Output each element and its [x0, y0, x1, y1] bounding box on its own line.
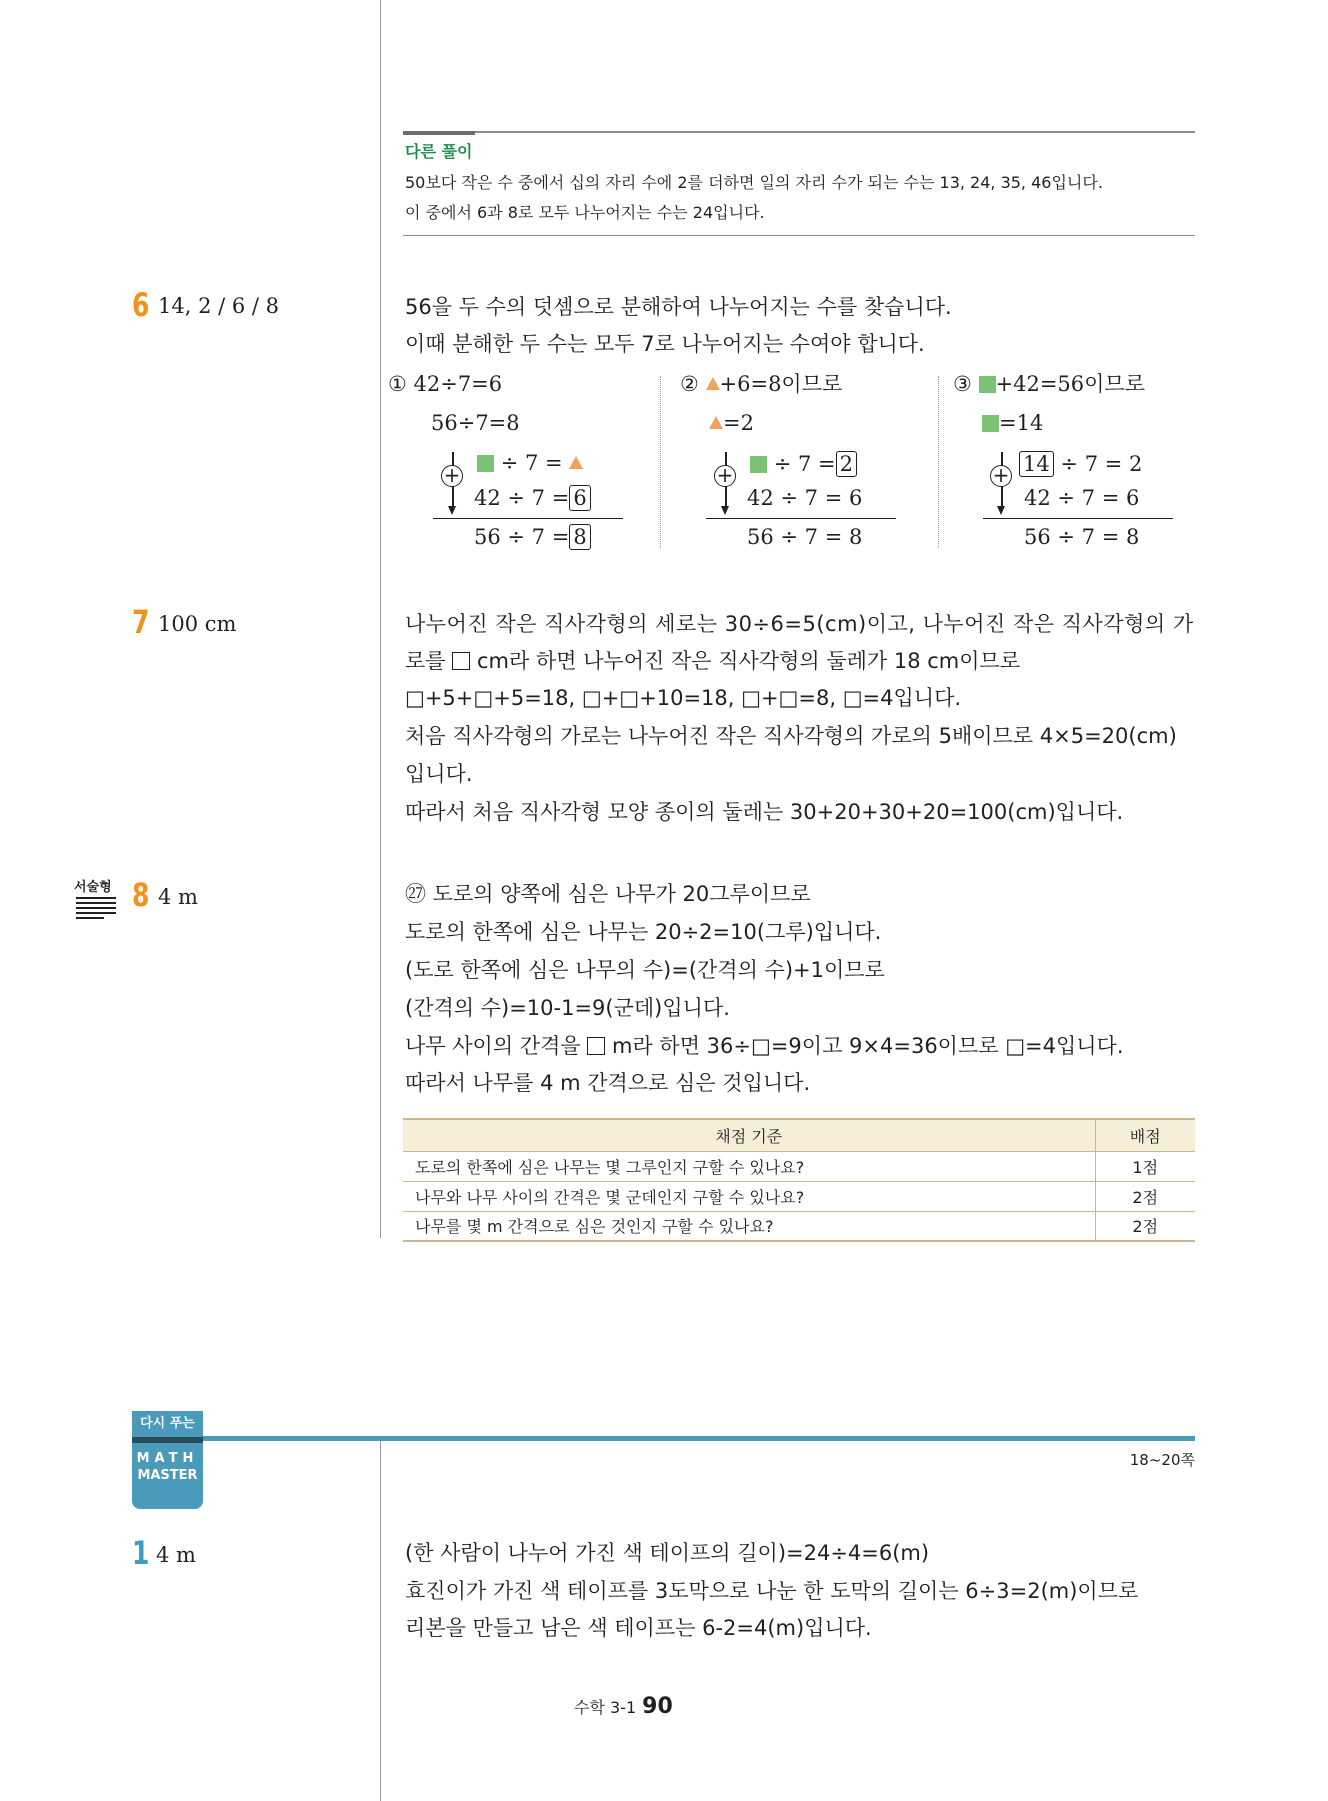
- mm-problem-1-answer: 4 m: [156, 1543, 196, 1567]
- case-3-plus-icon: +: [990, 465, 1012, 487]
- problem-8-line-2: 도로의 한쪽에 심은 나무는 20÷2=10(그루)입니다.: [405, 920, 882, 944]
- case-1-row-2-text: 42 ÷ 7 =: [474, 486, 570, 510]
- page-number: 90: [642, 1694, 673, 1719]
- case-3-sum-line: [983, 518, 1173, 519]
- case-2-plus-icon: +: [714, 465, 736, 487]
- alt-solution-line-1: 50보다 작은 수 중에서 십의 자리 수에 2를 더하면 일의 자리 수가 되는 수는 13, 24, 35, 46입니다.: [405, 173, 1103, 192]
- case-3-row-1-text: ÷ 7 = 2: [1060, 452, 1143, 476]
- column-divider-bottom: [380, 1441, 381, 1801]
- alt-box-tab: [403, 131, 475, 135]
- problem-8-line-5: [405, 1036, 1124, 1057]
- problem-7-line-1: 나누어진 작은 직사각형의 세로는 30÷6=5(cm)이고, 나누어진 작은 직사각형의 가: [405, 612, 1194, 636]
- scoring-points: 2점: [1095, 1211, 1195, 1241]
- problem-8-line-5a: 나무 사이의 간격을: [405, 1034, 581, 1058]
- problem-8-line-5b: m라 하면 36÷□=9이고 9×4=36이므로 □=4입니다.: [612, 1034, 1124, 1058]
- footer-subject: 수학 3-1: [574, 1698, 637, 1717]
- case-1-line-b: 56÷7=8: [431, 411, 520, 435]
- problem-7-line-3: □+5+□+5=18, □+□+10=18, □+□=8, □=4입니다.: [405, 686, 962, 710]
- scoring-header-criteria: 채점 기준: [403, 1119, 1095, 1151]
- problem-8-number: 8: [132, 876, 150, 914]
- problem-6-line-2: 이때 분해한 두 수는 모두 7로 나누어지는 수여야 합니다.: [405, 332, 925, 356]
- scoring-criteria: 나무를 몇 m 간격으로 심은 것인지 구할 수 있나요?: [403, 1211, 1095, 1241]
- case-3-line-b-text: =14: [999, 411, 1044, 435]
- problem-8-answer: 4 m: [158, 885, 198, 909]
- case-2-arrow-head: [721, 506, 729, 515]
- case-1-row-3: [474, 524, 591, 550]
- problem-8-line-4: (간격의 수)=10-1=9(군데)입니다.: [405, 996, 730, 1020]
- case-1-row-2: [474, 485, 591, 511]
- case-3-line-b: [982, 413, 1043, 434]
- math-master-pages: 18~20쪽: [1129, 1451, 1195, 1469]
- case-1-arrow-head: [448, 506, 456, 515]
- mm-problem-1-line-1: (한 사람이 나누어 가진 색 테이프의 길이)=24÷4=6(m): [405, 1541, 930, 1565]
- case-divider-2: [938, 376, 939, 548]
- case-2-row-2: 42 ÷ 7 = 6: [747, 486, 863, 510]
- math-master-band: [132, 1436, 1195, 1441]
- alt-solution-title: 다른 풀이: [405, 142, 473, 161]
- problem-8-line-6: 따라서 나무를 4 m 간격으로 심은 것입니다.: [405, 1071, 811, 1095]
- case-2-line-a-post: +6=8이므로: [719, 372, 843, 396]
- case-1-row-3-text: 56 ÷ 7 =: [474, 525, 570, 549]
- green-square-icon: [982, 415, 999, 432]
- blank-box-icon: [587, 1037, 605, 1055]
- case-2-row-1-mid: ÷ 7 =: [773, 452, 836, 476]
- green-square-icon: [750, 456, 767, 473]
- page-footer: [574, 1694, 673, 1719]
- problem-7-number: 7: [132, 603, 150, 641]
- case-1-row-1-mid: ÷ 7 =: [500, 451, 563, 475]
- case-1-row-1: [477, 453, 583, 474]
- orange-triangle-icon: [569, 456, 583, 469]
- case-3-arrow-head: [997, 506, 1005, 515]
- case-2-row-3: 56 ÷ 7 = 8: [747, 525, 863, 549]
- case-3-row-1: [1019, 451, 1142, 477]
- problem-7-answer: 100 cm: [158, 612, 237, 636]
- alt-box-bottom-rule: [403, 235, 1195, 236]
- problem-7-line-2b: cm라 하면 나누어진 작은 직사각형의 둘레가 18 cm이므로: [476, 649, 1021, 673]
- case-2-row-1-box: 2: [836, 451, 857, 477]
- case-1-row-2-box: 6: [569, 485, 590, 511]
- scoring-points: 2점: [1095, 1181, 1195, 1211]
- case-2-line-b: [709, 413, 754, 434]
- case-3-line-a: [953, 374, 1145, 395]
- table-row: [403, 1181, 1195, 1211]
- case-3-row-2: 42 ÷ 7 = 6: [1024, 486, 1140, 510]
- scoring-criteria: 나무와 나무 사이의 간격은 몇 군데인지 구할 수 있나요?: [403, 1181, 1095, 1211]
- essay-badge-lines: [76, 897, 116, 922]
- problem-6-answer: 14, 2 / 6 / 8: [158, 294, 280, 318]
- case-3-line-a-post: +42=56이므로: [995, 372, 1146, 396]
- case-3-row-1-box: 14: [1019, 451, 1054, 477]
- case-1-row-3-box: 8: [569, 524, 590, 550]
- math-master-math: MATH: [136, 1451, 199, 1466]
- problem-8-line-1: ㉗ 도로의 양쪽에 심은 나무가 20그루이므로: [405, 882, 811, 906]
- table-row: [403, 1151, 1195, 1181]
- scoring-points: 1점: [1095, 1151, 1195, 1181]
- scoring-criteria: 도로의 한쪽에 심은 나무는 몇 그루인지 구할 수 있나요?: [403, 1151, 1095, 1181]
- case-2-sum-line: [706, 518, 896, 519]
- case-3-line-a-pre: ③: [953, 372, 972, 396]
- case-1-line-a: ① 42÷7=6: [388, 372, 503, 396]
- column-divider-top: [380, 0, 381, 1238]
- case-2-line-a: [680, 374, 842, 395]
- case-1-plus-icon: +: [441, 465, 463, 487]
- problem-7-line-6: 따라서 처음 직사각형 모양 종이의 둘레는 30+20+30+20=100(cm)입니다.: [405, 800, 1124, 824]
- case-divider-1: [660, 376, 661, 548]
- problem-6-number: 6: [132, 286, 150, 324]
- orange-triangle-icon: [709, 416, 723, 429]
- math-master-master: MASTER: [137, 1468, 198, 1483]
- mm-problem-1-number: 1: [132, 1534, 150, 1572]
- mm-problem-1-line-3: 리본을 만들고 남은 색 테이프는 6-2=4(m)입니다.: [405, 1616, 872, 1640]
- math-master-logo: [132, 1443, 203, 1509]
- case-2-line-b-text: =2: [723, 411, 754, 435]
- problem-8-line-3: (도로 한쪽에 심은 나무의 수)=(간격의 수)+1이므로: [405, 958, 885, 982]
- essay-badge: 서술형: [74, 880, 112, 895]
- case-3-row-3: 56 ÷ 7 = 8: [1024, 525, 1140, 549]
- problem-7-line-5: 입니다.: [405, 762, 473, 786]
- case-2-row-1: [750, 451, 857, 477]
- green-square-icon: [477, 455, 494, 472]
- scoring-header-points: 배점: [1095, 1119, 1195, 1151]
- problem-7-line-4: 처음 직사각형의 가로는 나누어진 작은 직사각형의 가로의 5배이므로 4×5=20(cm): [405, 724, 1177, 748]
- green-square-icon: [979, 376, 996, 393]
- alt-box-top-rule: [403, 131, 1195, 133]
- problem-6-line-1: 56을 두 수의 덧셈으로 분해하여 나누어지는 수를 찾습니다.: [405, 295, 952, 319]
- mm-problem-1-line-2: 효진이가 가진 색 테이프를 3도막으로 나눈 한 도막의 길이는 6÷3=2(m)이므로: [405, 1579, 1139, 1603]
- problem-7-line-2: [405, 651, 1020, 672]
- table-row: [403, 1211, 1195, 1241]
- problem-7-line-2a: 로를: [405, 649, 446, 673]
- blank-box-icon: [452, 652, 470, 670]
- case-2-line-a-pre: ②: [680, 372, 699, 396]
- alt-solution-line-2: 이 중에서 6과 8로 모두 나누어지는 수는 24입니다.: [405, 203, 765, 222]
- scoring-header-row: [403, 1119, 1195, 1151]
- math-master-label-top: 다시 푸는: [132, 1411, 203, 1437]
- scoring-table: [403, 1118, 1195, 1242]
- orange-triangle-icon: [706, 377, 720, 390]
- case-1-sum-line: [433, 518, 623, 519]
